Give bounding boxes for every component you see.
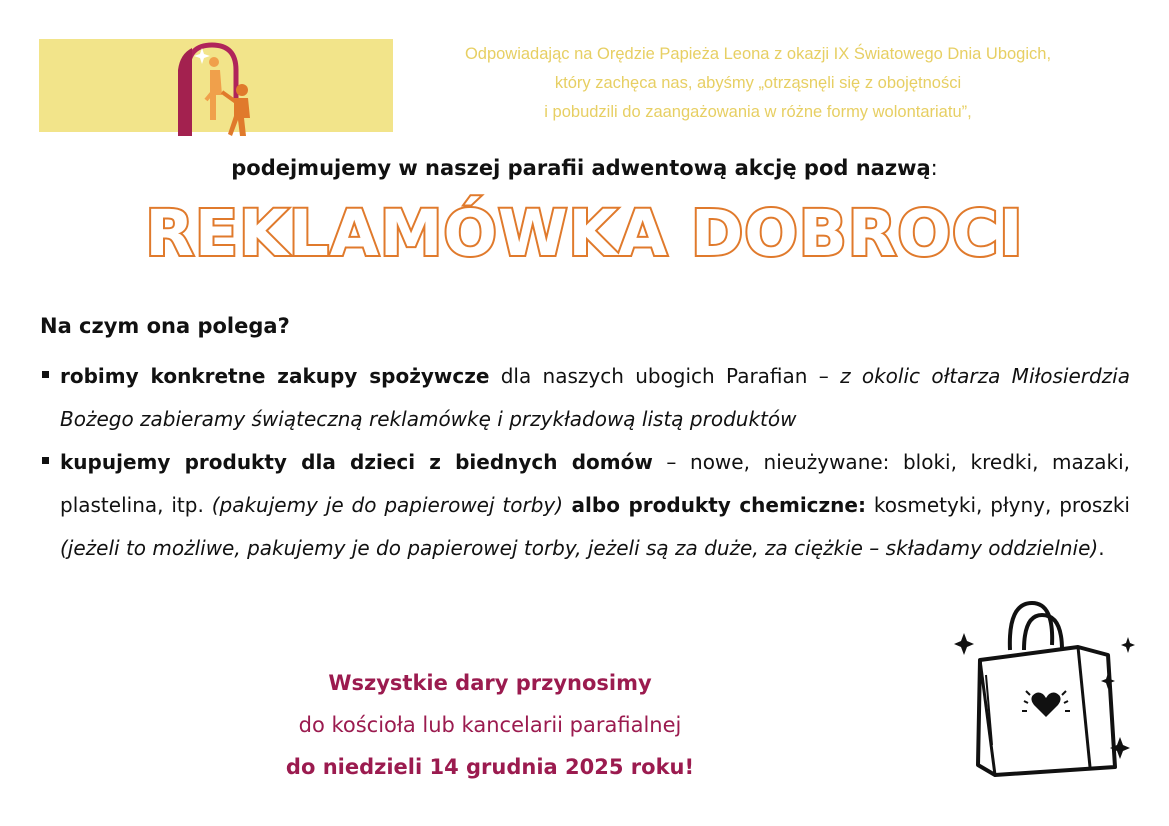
subheading-text: podejmujemy w naszej parafii adwentową akcję pod nazwą <box>231 156 931 180</box>
bullet-list <box>40 355 1130 570</box>
subheading-colon: : <box>930 156 938 180</box>
subheading <box>0 156 1169 180</box>
bullet-2-end: . <box>1098 536 1105 560</box>
closing-message <box>150 662 830 788</box>
bullet-item-food <box>40 355 1130 441</box>
gift-bag-heart-icon <box>950 595 1140 785</box>
question-heading: Na czym ona polega? <box>40 314 290 338</box>
bullet-1-bold: robimy konkretne zakupy spożywcze <box>60 364 490 388</box>
bullet-square-icon <box>42 457 49 464</box>
intro-line-1: Odpowiadając na Orędzie Papieża Leona z okazji IX Światowego Dnia Ubogich, <box>464 45 1052 63</box>
closing-line-3: do niedzieli 14 grudnia 2025 roku! <box>285 755 695 779</box>
bullet-2-text: – nowe, nieużywane: bloki, kredki, mazaki, plastelina, itp. <box>60 450 1130 517</box>
closing-line-1: Wszystkie dary przynosimy <box>328 671 652 695</box>
bullet-item-children <box>40 441 1130 570</box>
intro-line-2: który zachęca nas, abyśmy „otrząsnęli się z obojętności <box>554 74 962 92</box>
bullet-2-italic-2: (jeżeli to możliwe, pakujemy je do papierowej torby, jeżeli są za duże, za ciężkie – składamy oddzielnie) <box>60 536 1099 560</box>
bullet-square-icon <box>42 371 49 378</box>
intro-line-3: i pobudzili do zaangażowania w różne formy wolontariatu”, <box>544 103 972 121</box>
bullet-2-text-2: kosmetyki, płyny, proszki <box>865 493 1130 517</box>
helping-hands-logo <box>170 40 270 140</box>
bullet-1-text: dla naszych ubogich Parafian – <box>489 364 841 388</box>
bullet-2-bold: kupujemy produkty dla dzieci z biednych domów <box>60 450 653 474</box>
bullet-2-bold-2: albo produkty chemiczne: <box>563 493 866 517</box>
closing-line-2: do kościoła lub kancelarii parafialnej <box>298 713 682 737</box>
campaign-title: REKLAMÓWKA DOBROCI <box>145 197 1024 270</box>
bullet-1-italic: z okolic ołtarza Miłosierdzia Bożego zabieramy świąteczną reklamówkę i przykładową listą produktów <box>60 364 1130 431</box>
intro-text <box>395 40 1121 127</box>
bullet-2-italic: (pakujemy je do papierowej torby) <box>211 493 564 517</box>
